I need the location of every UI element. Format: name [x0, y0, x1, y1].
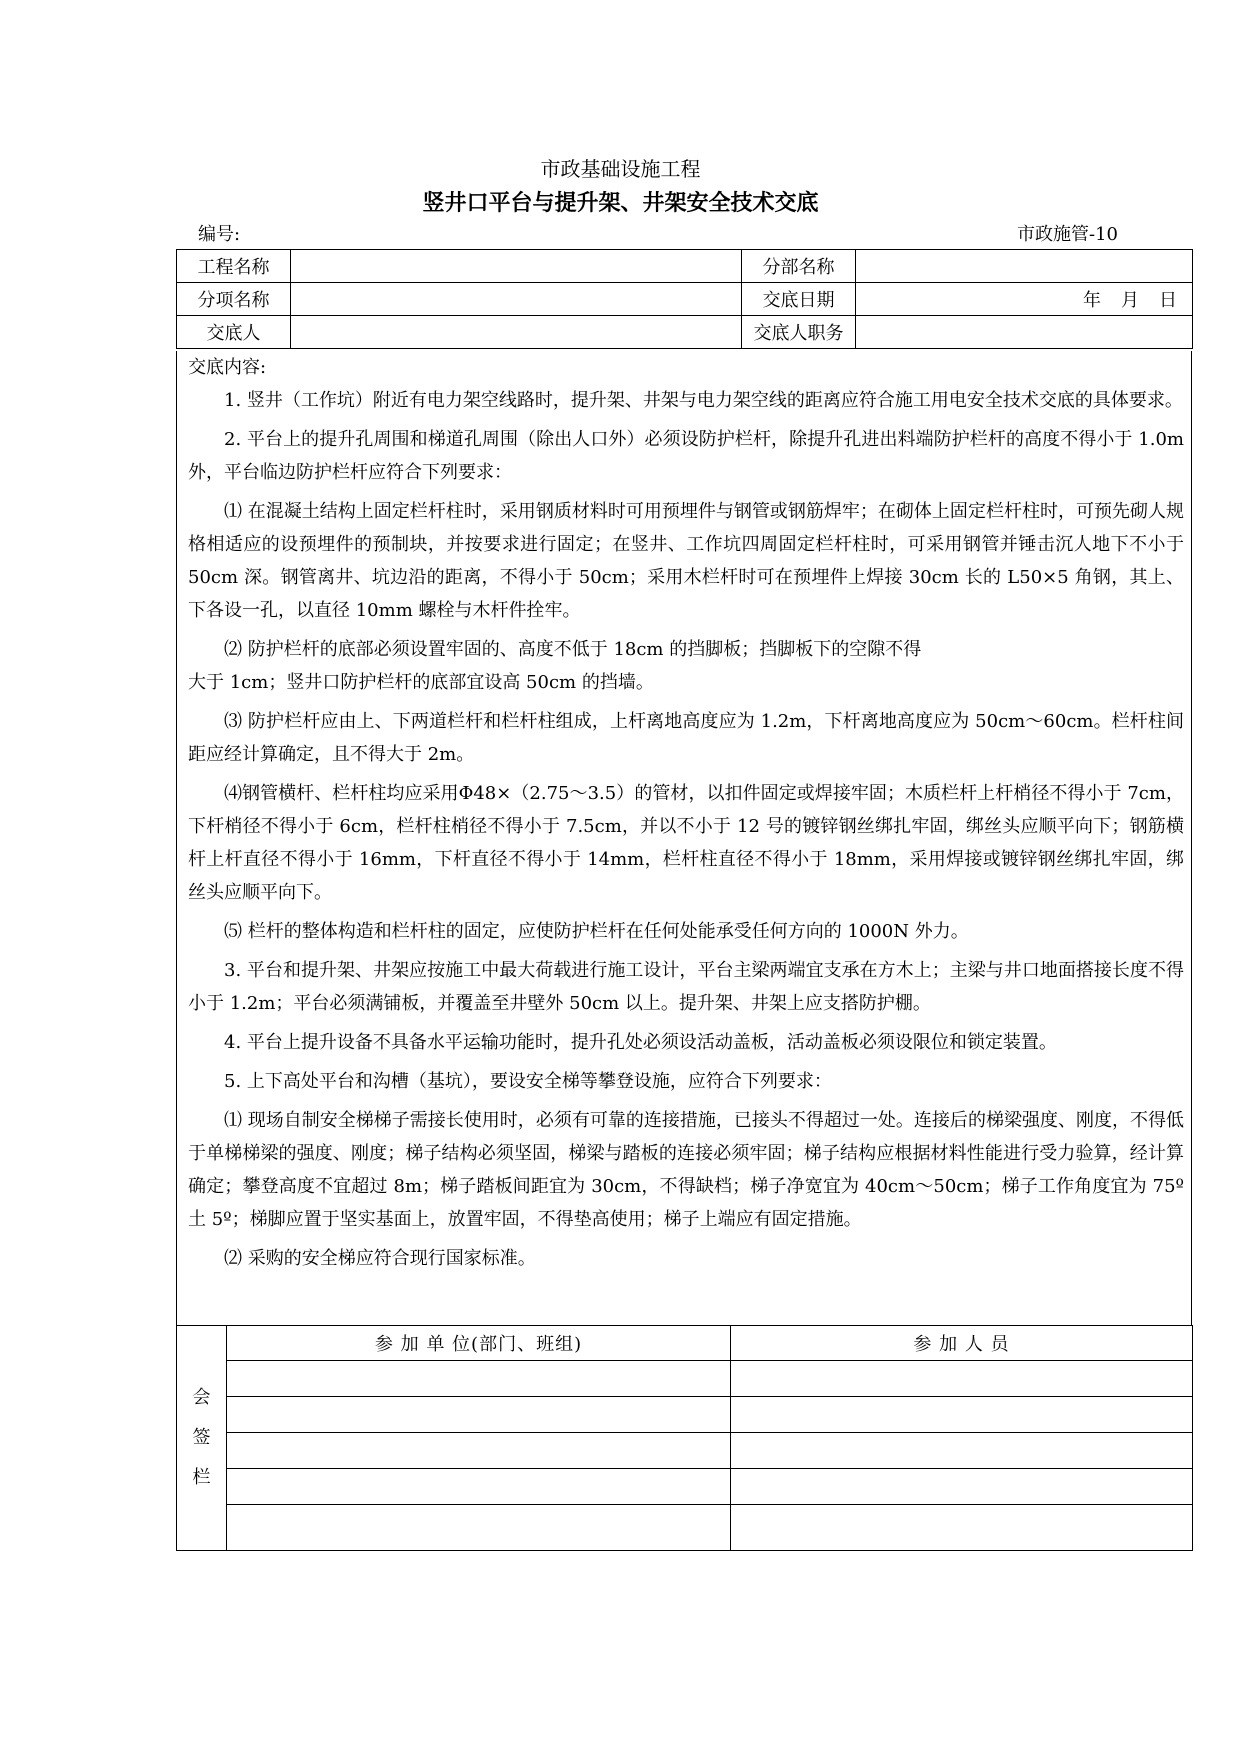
unit-cell[interactable] [227, 1469, 731, 1505]
signoff-side-label [177, 1326, 227, 1551]
code-label: 编号: [198, 224, 241, 245]
project-name-label: 工程名称 [177, 250, 291, 283]
paragraph-2-2: ⑵ 防护栏杆的底部必须设置牢固的、高度不低于 18cm 的挡脚板；挡脚板下的空隙不得 [224, 639, 922, 660]
paragraph-2-1: ⑴ 在混凝土结构上固定栏杆柱时，采用钢质材料时可用预埋件与钢管或钢筋焊牢；在砌体上固定栏杆柱时，可预先砌人规格相适应的设预埋件的预制块，并按要求进行固定；在竖井、工作坑四周固定栏杆柱时，可采用钢管并锤击沉人地下不小于 50cm 深。钢管离井、坑边沿的距离，不得小于 50cm；采用木栏杆时可在预埋件上焊接 30cm 长的 L50×5 角钢，其上、下各设一孔，以直径 10mm 螺栓与木杆件拴牢。 [188, 501, 1184, 621]
unit-cell[interactable] [227, 1505, 731, 1551]
division-name-field[interactable] [856, 250, 1193, 283]
content-label: 交底内容: [188, 357, 267, 378]
signoff-side-char-1: 会 [192, 1387, 211, 1408]
content-body [188, 351, 1184, 1275]
people-cell[interactable] [731, 1361, 1193, 1397]
unit-cell[interactable] [227, 1361, 731, 1397]
paragraph-5-1: ⑴ 现场自制安全梯梯子需接长使用时，必须有可靠的连接措施，已接头不得超过一处。连接后的梯梁强度、刚度，不得低于单梯梯梁的强度、刚度；梯子结构必须坚固，梯梁与踏板的连接必须牢固；梯子结构应根据材料性能进行受力验算，经计算确定；攀登高度不宜超过 8m；梯子踏板间距宜为 30cm，不得缺档；梯子净宽宜为 40cm～50cm；梯子工作角度宜为 75º 土 5º；梯脚应置于坚实基面上，放置牢固，不得垫高使用；梯子上端应有固定措施。 [188, 1110, 1184, 1230]
paragraph-2: 2. 平台上的提升孔周围和梯道孔周围（除出人口外）必须设防护栏杆，除提升孔进出料端防护栏杆的高度不得小于 1.0m 外，平台临边防护栏杆应符合下列要求： [188, 429, 1184, 483]
project-name-field[interactable] [291, 250, 742, 283]
unit-cell[interactable] [227, 1433, 731, 1469]
signoff-side-char-2: 签 [192, 1427, 211, 1448]
date-label: 交底日期 [742, 283, 856, 316]
paragraph-2-2-cont: 大于 1cm；竖井口防护栏杆的底部宜设高 50cm 的挡墙。 [188, 672, 654, 693]
unit-cell[interactable] [227, 1397, 731, 1433]
paragraph-2-4: ⑷钢管横杆、栏杆柱均应采用Φ48×（2.75～3.5）的管材，以扣件固定或焊接牢固；木质栏杆上杆梢径不得小于 7cm，下杆梢径不得小于 6cm，栏杆柱梢径不得小于 7.5cm，并以不小于 12 号的镀锌钢丝绑扎牢固，绑丝头应顺平向下；钢筋横杆上杆直径不得小于 16mm，下杆直径不得小于 14mm，栏杆柱直径不得小于 18mm，采用焊接或镀锌钢丝绑扎牢固，绑丝头应顺平向下。 [188, 783, 1184, 903]
info-table [176, 249, 1193, 349]
people-cell[interactable] [731, 1397, 1193, 1433]
subitem-name-label: 分项名称 [177, 283, 291, 316]
form-number: 市政施管-10 [1017, 224, 1118, 245]
paragraph-5-2: ⑵ 采购的安全梯应符合现行国家标准。 [224, 1248, 536, 1269]
date-field[interactable]: 年 月 日 [856, 283, 1193, 316]
people-cell[interactable] [731, 1469, 1193, 1505]
signoff-table [176, 1325, 1193, 1551]
paragraph-3: 3. 平台和提升架、井架应按施工中最大荷载进行施工设计，平台主梁两端宜支承在方木上；主梁与井口地面搭接长度不得小于 1.2m；平台必须满铺板，并覆盖至井壁外 50cm 以上。提升架、井架上应支搭防护棚。 [188, 960, 1184, 1014]
document-title: 竖井口平台与提升架、井架安全技术交底 [422, 191, 819, 216]
signoff-side-char-3: 栏 [192, 1467, 211, 1488]
people-cell[interactable] [731, 1505, 1193, 1551]
paragraph-5: 5. 上下高处平台和沟槽（基坑），要设安全梯等攀登设施，应符合下列要求： [224, 1071, 832, 1092]
presenter-field[interactable] [291, 316, 742, 349]
people-cell[interactable] [731, 1433, 1193, 1469]
people-column-header: 参 加 人 员 [731, 1326, 1193, 1361]
presenter-title-field[interactable] [856, 316, 1193, 349]
subitem-name-field[interactable] [291, 283, 742, 316]
presenter-label: 交底人 [177, 316, 291, 349]
division-name-label: 分部名称 [742, 250, 856, 283]
paragraph-2-5: ⑸ 栏杆的整体构造和栏杆柱的固定，应使防护栏杆在任何处能承受任何方向的 1000N 外力。 [224, 921, 969, 942]
document-subtitle: 市政基础设施工程 [540, 157, 701, 181]
content-box [176, 351, 1192, 1325]
presenter-title-label: 交底人职务 [742, 316, 856, 349]
paragraph-2-3: ⑶ 防护栏杆应由上、下两道栏杆和栏杆柱组成，上杆离地高度应为 1.2m，下杆离地高度应为 50cm～60cm。栏杆柱间距应经计算确定，且不得大于 2m。 [188, 711, 1184, 765]
paragraph-4: 4. 平台上提升设备不具备水平运输功能时，提升孔处必须设活动盖板，活动盖板必须设限位和锁定装置。 [224, 1032, 1057, 1053]
unit-column-header: 参 加 单 位(部门、班组) [227, 1326, 731, 1361]
paragraph-1: 1. 竖井（工作坑）附近有电力架空线路时，提升架、井架与电力架空线的距离应符合施工用电安全技术交底的具体要求。 [224, 390, 1183, 411]
